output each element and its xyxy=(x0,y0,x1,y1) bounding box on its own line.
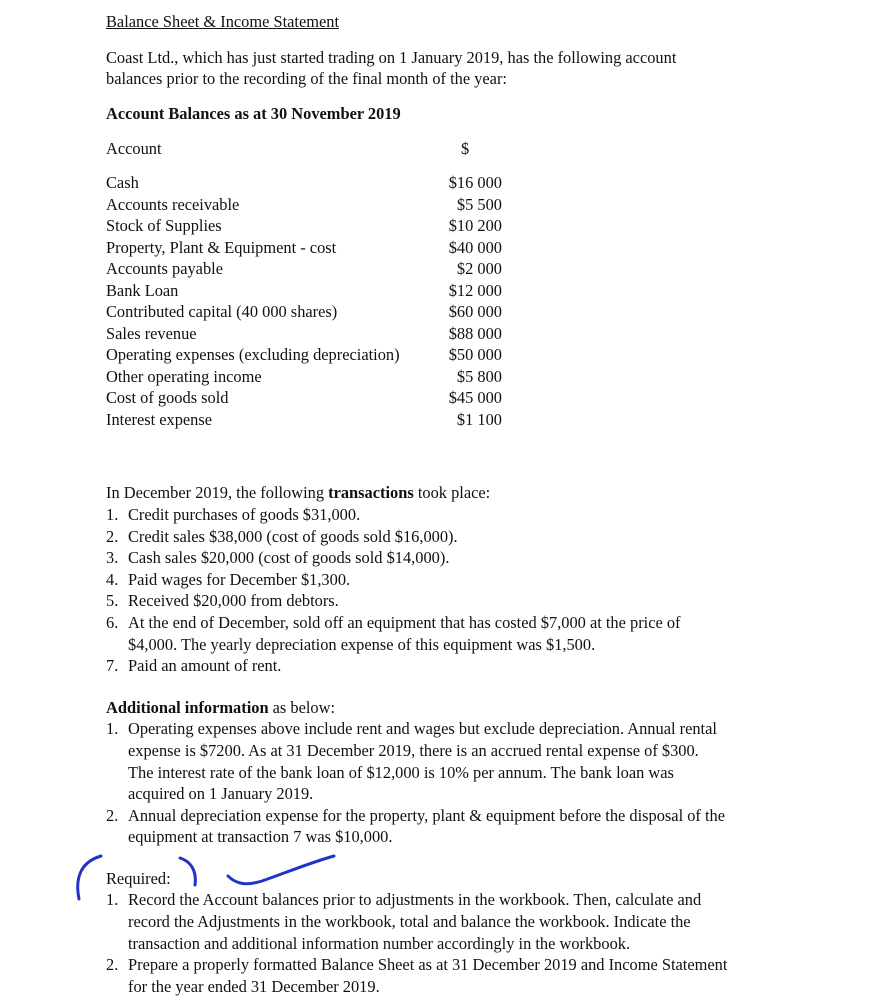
transactions-list xyxy=(106,504,826,677)
account-name: Accounts payable xyxy=(106,259,223,279)
table-row xyxy=(106,387,826,409)
transaction-item-number: 3. xyxy=(106,548,119,568)
transactions-intro-bold: transactions xyxy=(328,483,414,503)
account-amount: $5 800 xyxy=(456,366,502,386)
transaction-item-text-line: Credit sales $38,000 (cost of goods sold $16,000). xyxy=(128,526,458,546)
transaction-item-number: 7. xyxy=(106,656,119,676)
additional-info-item-number: 2. xyxy=(106,805,119,825)
account-amount: $12 000 xyxy=(448,280,502,300)
table-row xyxy=(106,215,826,237)
additional-info-item-text-line: expense is $7200. As at 31 December 2019, there is an accrued rental expense of $300. xyxy=(128,740,699,760)
transaction-item xyxy=(106,655,826,677)
balances-heading: Account Balances as at 30 November 2019 xyxy=(106,103,401,123)
document-page xyxy=(106,11,826,997)
annotation-bracket-stroke xyxy=(78,856,101,899)
table-row xyxy=(106,280,826,302)
required-item xyxy=(106,889,826,954)
additional-heading-suffix: as below: xyxy=(268,697,336,717)
required-heading: Required: xyxy=(106,868,171,888)
additional-info-item-number: 1. xyxy=(106,719,119,739)
transaction-item-text-line: Received $20,000 from debtors. xyxy=(128,591,339,611)
transactions-intro xyxy=(106,482,826,504)
transaction-item-text-line: At the end of December, sold off an equipment that has costed $7,000 at the price of xyxy=(128,612,681,632)
transaction-item-number: 4. xyxy=(106,569,119,589)
account-name: Cost of goods sold xyxy=(106,388,229,408)
required-list xyxy=(106,889,826,997)
additional-info-item-text-line: equipment at transaction 7 was $10,000. xyxy=(128,827,393,847)
table-header xyxy=(106,138,826,160)
transactions-intro-suffix: took place: xyxy=(413,483,491,503)
transactions-intro-prefix: In December 2019, the following xyxy=(106,483,329,503)
transaction-item-text-line: Cash sales $20,000 (cost of goods sold $14,000). xyxy=(128,548,450,568)
table-row xyxy=(106,366,826,388)
account-amount: $5 500 xyxy=(456,194,502,214)
additional-info-item-text-line: The interest rate of the bank loan of $12,000 is 10% per annum. The bank loan was xyxy=(128,762,674,782)
table-row xyxy=(106,194,826,216)
account-amount: $2 000 xyxy=(456,259,502,279)
transaction-item-text-line: Paid wages for December $1,300. xyxy=(128,569,351,589)
intro-line-1: Coast Ltd., which has just started trading on 1 January 2019, has the following account xyxy=(106,47,677,67)
account-name: Stock of Supplies xyxy=(106,216,222,236)
required-item-number: 2. xyxy=(106,955,119,975)
additional-heading xyxy=(106,697,826,719)
account-amount: $45 000 xyxy=(448,388,502,408)
required-item-text-line: for the year ended 31 December 2019. xyxy=(128,976,380,996)
account-amount: $60 000 xyxy=(448,302,502,322)
account-name: Property, Plant & Equipment - cost xyxy=(106,237,337,257)
table-row xyxy=(106,344,826,366)
account-amount: $10 200 xyxy=(448,216,502,236)
column-header-amount: $ xyxy=(461,139,470,159)
transaction-item xyxy=(106,504,826,526)
transaction-item-number: 1. xyxy=(106,504,119,524)
transaction-item xyxy=(106,526,826,548)
transaction-item xyxy=(106,547,826,569)
table-row xyxy=(106,237,826,259)
required-item xyxy=(106,954,826,997)
account-amount: $40 000 xyxy=(448,237,502,257)
account-name: Bank Loan xyxy=(106,280,179,300)
intro-line-2: balances prior to the recording of the final month of the year: xyxy=(106,69,507,89)
additional-heading-bold: Additional information xyxy=(106,697,269,717)
additional-info-item-text-line: Annual depreciation expense for the property, plant & equipment before the disposal of the xyxy=(128,805,726,825)
account-name: Accounts receivable xyxy=(106,194,240,214)
additional-info-list xyxy=(106,718,826,848)
required-item-text-line: Prepare a properly formatted Balance Sheet as at 31 December 2019 and Income Statement xyxy=(128,955,728,975)
additional-info-item xyxy=(106,718,826,804)
required-item-text-line: Record the Account balances prior to adjustments in the workbook. Then, calculate and xyxy=(128,890,702,910)
account-name: Sales revenue xyxy=(106,323,197,343)
table-row xyxy=(106,172,826,194)
transaction-item-text-line: Credit purchases of goods $31,000. xyxy=(128,504,361,524)
transaction-item xyxy=(106,612,826,655)
required-item-number: 1. xyxy=(106,890,119,910)
additional-info-item-text-line: acquired on 1 January 2019. xyxy=(128,784,314,804)
additional-info-item xyxy=(106,805,826,848)
account-amount: $1 100 xyxy=(456,409,502,429)
document-title: Balance Sheet & Income Statement xyxy=(106,12,340,31)
account-amount: $16 000 xyxy=(448,173,502,193)
transaction-item xyxy=(106,569,826,591)
column-header-account: Account xyxy=(106,139,162,159)
account-name: Other operating income xyxy=(106,366,262,386)
account-balances-table xyxy=(106,138,826,430)
transaction-item-number: 5. xyxy=(106,591,119,611)
transaction-item-number: 2. xyxy=(106,526,119,546)
transaction-item-text-line: $4,000. The yearly depreciation expense of this equipment was $1,500. xyxy=(128,634,596,654)
required-item-text-line: transaction and additional information number accordingly in the workbook. xyxy=(128,933,631,953)
table-row xyxy=(106,258,826,280)
account-name: Cash xyxy=(106,173,139,193)
account-name: Contributed capital (40 000 shares) xyxy=(106,302,338,322)
additional-info-item-text-line: Operating expenses above include rent and wages but exclude depreciation. Annual rental xyxy=(128,719,717,739)
transaction-item xyxy=(106,590,826,612)
account-amount: $50 000 xyxy=(448,345,502,365)
account-amount: $88 000 xyxy=(448,323,502,343)
table-row xyxy=(106,301,826,323)
transaction-item-number: 6. xyxy=(106,612,119,632)
account-name: Operating expenses (excluding depreciation) xyxy=(106,345,400,365)
required-item-text-line: record the Adjustments in the workbook, total and balance the workbook. Indicate the xyxy=(128,912,691,932)
table-row xyxy=(106,323,826,345)
account-name: Interest expense xyxy=(106,409,213,429)
transaction-item-text-line: Paid an amount of rent. xyxy=(128,656,282,676)
table-row xyxy=(106,409,826,431)
